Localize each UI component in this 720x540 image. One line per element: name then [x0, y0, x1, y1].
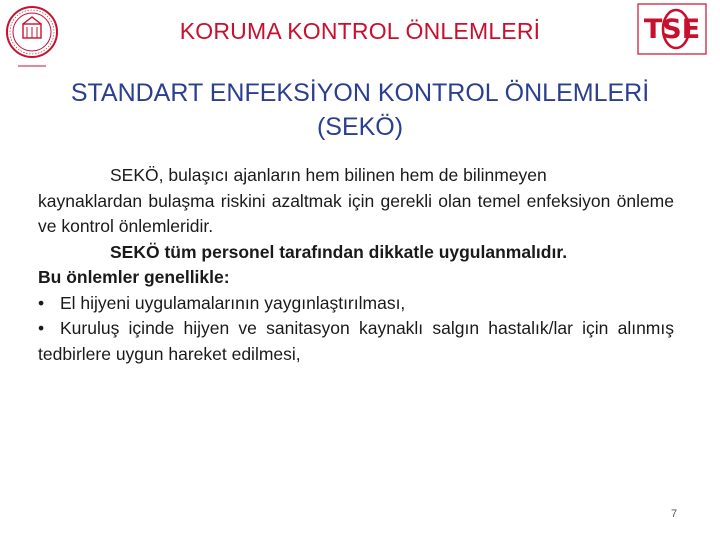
bullet-text-2: Kuruluş içinde hijyen ve sanitasyon kaynaklı salgın hastalık/lar için alınmış tedbirlere uygun hareket edilmesi,	[38, 318, 674, 364]
slide-title	[30, 76, 690, 144]
paragraph-1-rest: kaynaklardan bulaşma riskini azaltmak için gerekli olan temel enfeksiyon önleme ve kontrol önlemleridir.	[38, 190, 674, 236]
header-title: KORUMA KONTROL ÖNLEMLERİ	[179, 18, 541, 44]
paragraph-1-first-line: SEKÖ, bulaşıcı ajanların hem bilinen hem de bilinmeyen	[110, 165, 547, 185]
bullet-item-1	[38, 291, 674, 317]
bullet-item-2	[38, 316, 674, 367]
bullet-icon: •	[38, 318, 45, 338]
list-heading: Bu önlemler genellikle:	[38, 267, 230, 287]
bullet-text-1: El hijyeni uygulamalarının yaygınlaştırılması,	[60, 292, 406, 313]
svg-text:TSE: TSE	[643, 14, 701, 45]
page-number: 7	[670, 508, 678, 520]
slide-title-line2: (SEKÖ)	[316, 113, 404, 141]
slide-title-line1: STANDART ENFEKSİYON KONTROL ÖNLEMLERİ	[70, 79, 650, 107]
bullet-icon: •	[38, 292, 45, 313]
bold-statement: SEKÖ tüm personel tarafından dikkatle uygulanmalıdır.	[110, 241, 568, 262]
slide-body	[38, 163, 674, 367]
